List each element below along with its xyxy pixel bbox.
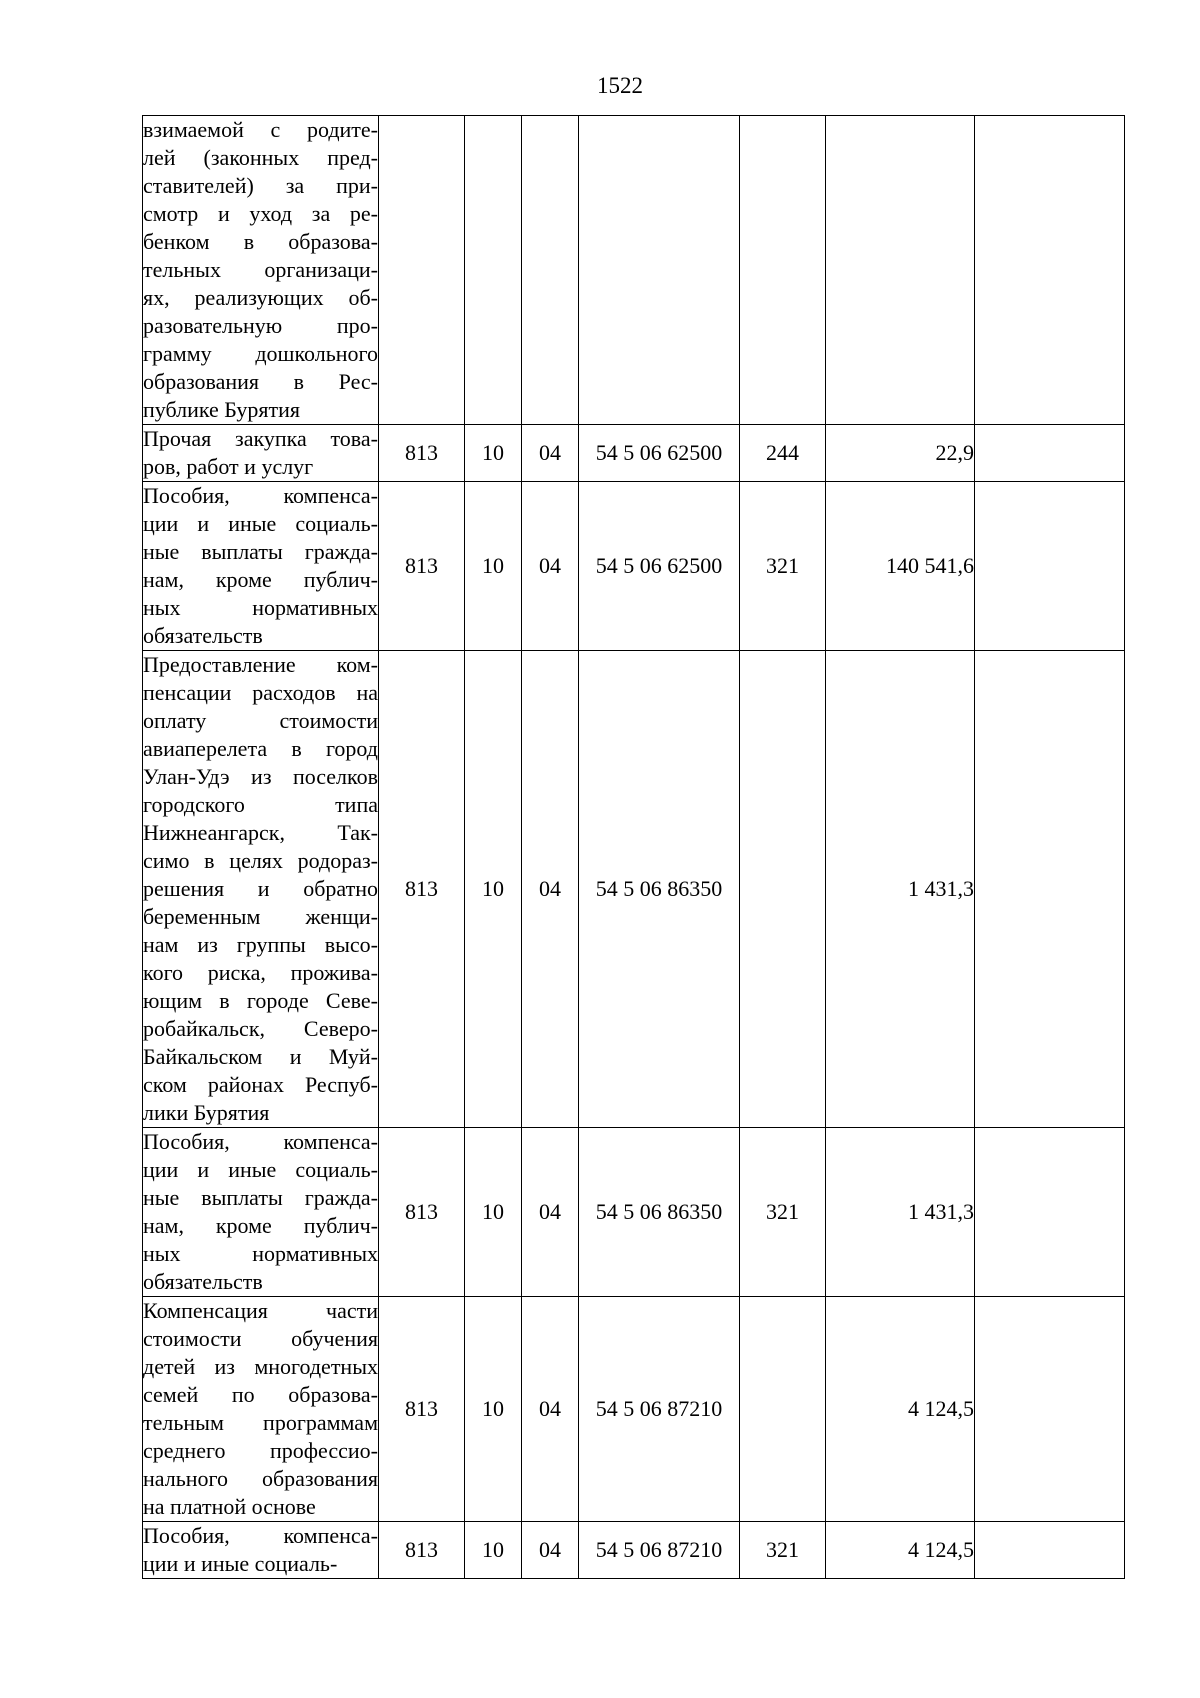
expense-type-code [740,116,826,425]
description-line: обязательств [143,623,263,648]
description-line: нам, кроме публич- [143,567,378,592]
expense-type-code: 321 [740,482,826,651]
description-line: оплату стоимости [143,708,378,733]
expense-type-code: 321 [740,1128,826,1297]
section-code: 10 [465,425,522,482]
description-line: грамму дошкольного [143,341,378,366]
target-article-code: 54 5 06 62500 [579,425,740,482]
subsection-code: 04 [522,425,579,482]
description-line: Компенсация части [143,1298,378,1323]
amount: 140 541,6 [826,482,975,651]
description-line: тельным программам [143,1410,378,1435]
extra-cell [975,425,1125,482]
page-number: 1522 [597,73,643,98]
description-line: ях, реализующих об- [143,285,378,310]
table-row [143,651,1125,1128]
row-description [143,1128,379,1297]
amount: 1 431,3 [826,651,975,1128]
description-line: Байкальском и Муй- [143,1044,378,1069]
description-line: ных нормативных [143,595,378,620]
amount: 22,9 [826,425,975,482]
budget-table [142,115,1125,1579]
row-description [143,116,379,425]
description-line: кого риска, прожива- [143,960,378,985]
description-line: ском районах Респуб- [143,1072,378,1097]
amount: 4 124,5 [826,1297,975,1522]
description-line: Прочая закупка това- [143,426,378,451]
description-line: лики Бурятия [143,1100,270,1125]
target-article-code: 54 5 06 87210 [579,1297,740,1522]
description-line: решения и обратно [143,876,378,901]
amount: 4 124,5 [826,1522,975,1579]
subsection-code: 04 [522,482,579,651]
section-code [465,116,522,425]
ministry-code: 813 [379,1128,465,1297]
section-code: 10 [465,651,522,1128]
extra-cell [975,651,1125,1128]
description-line: среднего профессио- [143,1438,378,1463]
row-description [143,425,379,482]
ministry-code: 813 [379,651,465,1128]
description-line: ставителей) за при- [143,173,378,198]
description-line: Улан-Удэ из поселков [143,764,378,789]
section-code: 10 [465,1522,522,1579]
description-line: стоимости обучения [143,1326,378,1351]
ministry-code [379,116,465,425]
expense-type-code [740,651,826,1128]
amount: 1 431,3 [826,1128,975,1297]
description-line: лей (законных пред- [143,145,378,170]
description-line: взимаемой с родите- [143,117,378,142]
table-row [143,482,1125,651]
description-line: ции и иные социаль- [143,1551,338,1576]
description-line: обязательств [143,1269,263,1294]
target-article-code: 54 5 06 86350 [579,651,740,1128]
table-row [143,116,1125,425]
subsection-code: 04 [522,1522,579,1579]
extra-cell [975,1128,1125,1297]
description-line: смотр и уход за ре- [143,201,378,226]
description-line: Предоставление ком- [143,652,378,677]
description-line: Пособия, компенса- [143,483,378,508]
description-line: городского типа [143,792,378,817]
table-row [143,1522,1125,1579]
description-line: разовательную про- [143,313,378,338]
description-line: ющим в городе Севе- [143,988,378,1013]
row-description [143,1297,379,1522]
description-line: образования в Рес- [143,369,378,394]
row-description [143,482,379,651]
table-row [143,1297,1125,1522]
extra-cell [975,482,1125,651]
section-code: 10 [465,1128,522,1297]
description-line: Пособия, компенса- [143,1129,378,1154]
target-article-code: 54 5 06 62500 [579,482,740,651]
description-line: ции и иные социаль- [143,511,378,536]
description-line: ции и иные социаль- [143,1157,378,1182]
description-line: нального образования [143,1466,378,1491]
target-article-code [579,116,740,425]
subsection-code: 04 [522,1128,579,1297]
description-line: нам, кроме публич- [143,1213,378,1238]
description-line: детей из многодетных [143,1354,378,1379]
row-description [143,1522,379,1579]
expense-type-code: 244 [740,425,826,482]
description-line: Пособия, компенса- [143,1523,378,1548]
ministry-code: 813 [379,1522,465,1579]
description-line: авиаперелета в город [143,736,378,761]
table-row [143,1128,1125,1297]
description-line: нам из группы высо- [143,932,378,957]
extra-cell [975,116,1125,425]
description-line: публике Бурятия [143,397,300,422]
row-description [143,651,379,1128]
description-line: Нижнеангарск, Так- [143,820,378,845]
description-line: тельных организаци- [143,257,378,282]
description-line: ных нормативных [143,1241,378,1266]
target-article-code: 54 5 06 86350 [579,1128,740,1297]
description-line: семей по образова- [143,1382,378,1407]
description-line: робайкальск, Северо- [143,1016,378,1041]
description-line: пенсации расходов на [143,680,378,705]
target-article-code: 54 5 06 87210 [579,1522,740,1579]
description-line: ные выплаты гражда- [143,539,378,564]
ministry-code: 813 [379,482,465,651]
section-code: 10 [465,1297,522,1522]
description-line: беременным женщи- [143,904,378,929]
amount [826,116,975,425]
ministry-code: 813 [379,425,465,482]
description-line: на платной основе [143,1494,316,1519]
description-line: бенком в образова- [143,229,378,254]
extra-cell [975,1297,1125,1522]
table-body [143,116,1125,1579]
description-line: ные выплаты гражда- [143,1185,378,1210]
table-row [143,425,1125,482]
description-line: ров, работ и услуг [143,454,314,479]
subsection-code [522,116,579,425]
subsection-code: 04 [522,1297,579,1522]
expense-type-code [740,1297,826,1522]
ministry-code: 813 [379,1297,465,1522]
description-line: симо в целях родораз- [143,848,378,873]
extra-cell [975,1522,1125,1579]
section-code: 10 [465,482,522,651]
expense-type-code: 321 [740,1522,826,1579]
subsection-code: 04 [522,651,579,1128]
